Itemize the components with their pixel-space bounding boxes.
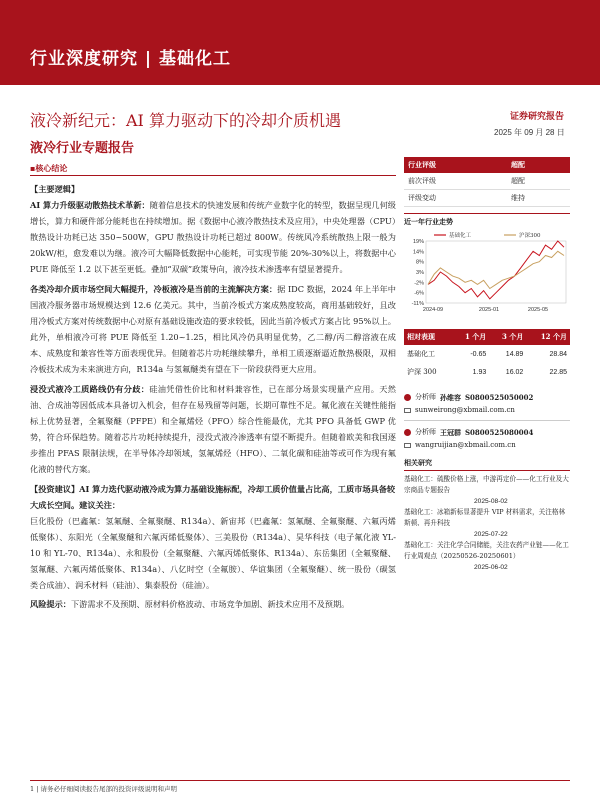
rating-row: 评级变动 维持	[404, 190, 570, 207]
logic-heading: 【主要逻辑】	[30, 184, 80, 194]
y-tick-label: 8%	[416, 259, 424, 266]
y-tick-label: 19%	[412, 239, 424, 245]
paragraph-cold-plate: 各类冷却介质市场空间大幅提升，冷板液冷是当前的主流解决方案：据 IDC 数据，2024 年上半年中国液冷服务器市场规模达到 12.6 亿美元。其中，当前冷板式方案成熟度较高，商用基础较好，且改用冷板式方案对传统数据中心对原有基础设施改造的要求较低，因此当前冷板式方案占比 95%以上。此外，单相液冷可将 PUE 降低至 1.20~1.25，相比风冷仍具明显优势，乙二醇/丙二醇溶液在成本、成熟度和兼容性等方面表现优异。但随着芯片功耗继续攀升，单相工质逐渐逼近散热极限，双相冷板技术成为未来演进方向，R134a 与氢氟醚类有望在下一阶段获得更大应用。	[30, 284, 396, 374]
risk-paragraph: 风险提示：下游需求不及预期、原材料价格波动、市场竞争加剧、新技术应用不及预期。	[30, 599, 350, 609]
related-date: 2025-07-22	[474, 531, 508, 538]
footer: 1 | 请务必仔细阅读报告尾部的投资评级说明和声明	[30, 785, 177, 793]
rating-table	[404, 157, 570, 207]
x-tick-label: 2025-05	[527, 307, 549, 313]
legend-label: 沪深300	[519, 233, 541, 239]
report-type: 证券研究报告	[510, 112, 565, 122]
mail-icon	[404, 408, 411, 413]
core-divider	[30, 175, 396, 176]
divider	[404, 420, 570, 421]
header-banner	[0, 0, 600, 85]
analyst-1: 分析师 孙维容 S0800525050002	[404, 391, 570, 404]
series-line	[428, 251, 564, 288]
series-line	[428, 241, 564, 299]
analyst-1-email[interactable]: sunweirong@xbmail.com.cn	[404, 404, 570, 417]
related-research-list	[404, 474, 570, 573]
y-tick-label: 14%	[412, 249, 424, 256]
x-tick-label: 2025-01	[478, 307, 500, 313]
rating-row: 前次评级 超配	[404, 173, 570, 190]
chart-title: 近一年行业走势	[404, 213, 570, 227]
footer-divider	[30, 780, 570, 781]
legend-label: 基础化工	[449, 233, 472, 239]
rating-header-value: 超配	[507, 157, 570, 173]
x-tick-label: 2024-09	[422, 307, 444, 313]
core-conclusion-label: ▪核心结论	[30, 163, 68, 173]
report-title: 液冷新纪元：AI 算力驱动下的冷却介质机遇	[30, 111, 341, 130]
investment-heading: 【投资建议】AI 算力迭代驱动液冷成为算力基础设施标配，冷却工质价值量占比高，工质市场具备较大成长空间。建议关注：	[30, 484, 396, 510]
related-date: 2025-06-02	[474, 564, 508, 571]
performance-row: 沪深 300 1.93 16.02 22.85	[407, 368, 567, 376]
analyst-block	[404, 391, 570, 452]
related-date: 2025-08-02	[474, 498, 508, 505]
y-tick-label: -2%	[414, 280, 424, 287]
banner-title: 行业深度研究 | 基础化工	[30, 49, 232, 69]
related-item[interactable]: 基础化工：硫酸价格上涨，中游再定价——化工行业及大宗商品专题报告	[404, 475, 569, 494]
related-research-heading: 相关研究	[404, 458, 570, 471]
sidebar	[404, 157, 570, 573]
rating-header-label: 行业评级	[404, 157, 507, 173]
paragraph-ai-cooling: AI 算力升级驱动散热技术革新：随着信息技术的快速发展和传统产业数字化的转型，数据呈现几何级增长，算力和硬件部分能耗也在持续增加。据《数据中心液冷散热技术及应用》，中央处理器（CPU）散热设计功耗已达 350~500W，GPU 散热设计功耗已超过 800W。传统风冷系统散热上限一般为 20kW/柜，愈发难以为继。液冷可大幅降低数据中心能耗，可实现节能 20%-30%以上，将数据中心 PUE 降低至 1.2 以下甚至更低。叠加“双碳”政策导向，液冷技术渗透率有望显著提升。	[30, 200, 396, 274]
analyst-2-email[interactable]: wangruijian@xbmail.com.cn	[404, 439, 570, 452]
y-tick-label: 3%	[416, 270, 424, 276]
person-icon	[404, 394, 411, 401]
analyst-2: 分析师 王冠群 S0800525080004	[404, 426, 570, 439]
y-tick-label: -11%	[411, 301, 424, 307]
report-date: 2025 年 09 月 28 日	[494, 128, 565, 137]
performance-row: 基础化工 -0.65 14.89 28.84	[407, 350, 567, 358]
page-number: 1	[30, 785, 35, 793]
performance-table: 相对表现 1 个月 3 个月 12 个月 基础化工 -0.65 14.89 28.84 沪深 300 1.93 16.02 22.85	[404, 329, 570, 381]
related-item[interactable]: 基础化工：关注化学合同储能，关注农药产业链——化工行业周观点（20250526-20250601）	[404, 541, 569, 560]
trend-chart	[404, 227, 570, 319]
person-icon	[404, 429, 411, 436]
mail-icon	[404, 443, 411, 448]
disclaimer: 请务必仔细阅读报告尾部的投资评级说明和声明	[40, 785, 177, 793]
paragraph-immersion: 浸没式液冷工质路线仍有分歧：硅油凭借性价比和材料兼容性，已在部分场景实现量产应用。天然油、合成油等因低成本具备切入机会，但存在易残留等问题，长期可靠性不足。氟化液在关键性能指标上优势显著，全氟聚醚（PFPE）和全氟烯烃（PFO）综合性能最优，尤其 PFO 具备低 GWP 优势，符合环保趋势。随着芯片功耗持续提升，浸没式液冷渗透率有望不断提升。但随着欧美和我国逐步推出 PFAS 限制法规，在半导体冷却领域，氢氟烯烃（HFO）、二氧化碳和硅油等或可作为现有氟化液的替代方案。	[30, 384, 396, 474]
main-body	[30, 180, 396, 615]
investment-text: 巨化股份（巴鑫氟：氢氟醚、全氟聚醚、R134a）、新宙邦（巴鑫氟：氢氟醚、全氟聚醚、六氟丙烯低聚体）、东阳光（全氟聚醚和六氟丙烯低聚体）、三美股份（R134a）、昊华科技（电子氟化液 YL-10 和 YL-70、R134a）、永和股份（全氟聚醚、六氟丙烯低聚体、R134a）、东岳集团（全氟聚醚、氢氟醚、六氟丙烯低聚体、R134a）、八亿时空（全氟胺）、华谊集团（全氟聚醚）、统一股份（碳氢类合成油）、润禾材料（硅油）、集泰股份（硅油）。	[30, 516, 396, 590]
related-item[interactable]: 基础化工：冰箱新标显著提升 VIP 材料需求，关注格林斯顿、再升科技	[404, 508, 566, 527]
report-subtitle: 液冷行业专题报告	[30, 141, 135, 156]
y-tick-label: -6%	[414, 290, 424, 297]
